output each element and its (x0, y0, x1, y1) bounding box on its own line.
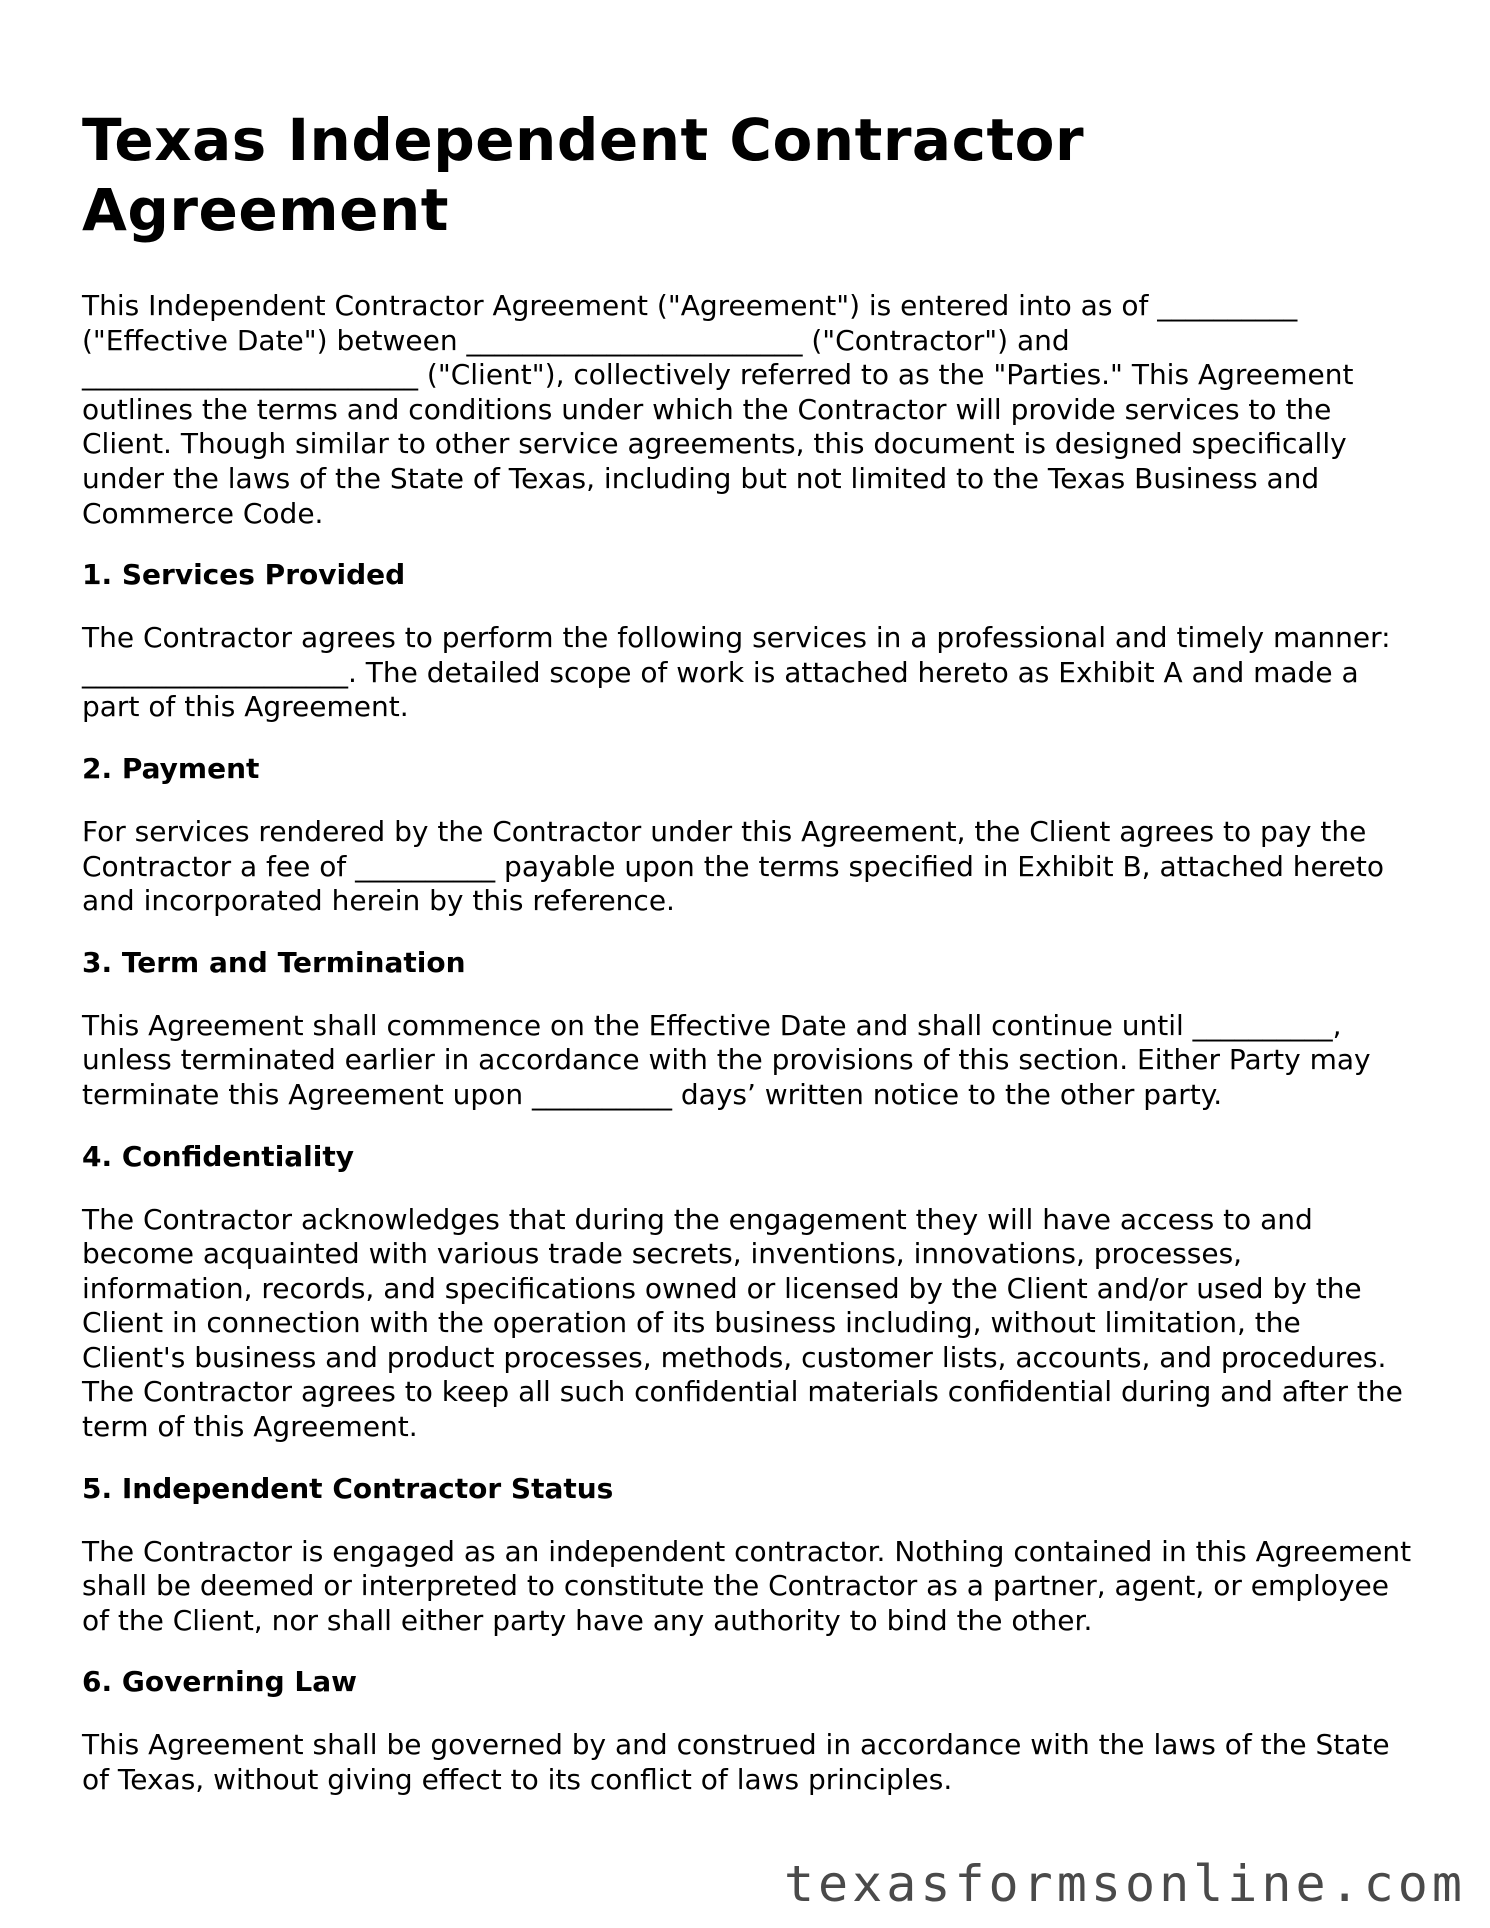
section-heading: 1. Services Provided (82, 558, 406, 592)
intro-paragraph: This Independent Contractor Agreement ("Agreement") is entered into as of __________ ("Effective Date") between ________________________ ("Contractor") and ________________________ ("Client"), collectively referred to as the "Parties." This Agreement outlines the terms and conditions under which the Contractor will provide services to the Client. Though similar to other service agreements, this document is designed specifically under the laws of the State of Texas, including but not limited to the Texas Business and Commerce Code. (82, 289, 1354, 530)
section-governing-law (82, 1665, 1412, 1797)
section-body: The Contractor is engaged as an independent contractor. Nothing contained in this Agreement shall be deemed or interpreted to constitute the Contractor as a partner, agent, or employee of the Client, nor shall either party have any authority to bind the other. (82, 1534, 1412, 1637)
section-payment (82, 752, 1412, 919)
section-body: The Contractor agrees to perform the following services in a professional and timely manner: ___________________. The detailed scope of work is attached hereto as Exhibit A and made a part of this Agreement. (82, 621, 1391, 724)
site-watermark: texasformsonline.com (783, 1855, 1466, 1913)
section-confidentiality (82, 1140, 1412, 1445)
section-body: The Contractor acknowledges that during the engagement they will have access to and become acquainted with various trade secrets, inventions, innovations, processes, information, records, and specifications owned or licensed by the Client and/or used by the Client in connection with the operation of its business including, without limitation, the Client's business and product processes, methods, customer lists, accounts, and procedures. The Contractor agrees to keep all such confidential materials confidential during and after the term of this Agreement. (82, 1202, 1403, 1444)
section-body: This Agreement shall commence on the Effective Date and shall continue until __________, unless terminated earlier in accordance with the provisions of this section. Either Party may terminate this Agreement upon __________ days’ written notice to the other party. (82, 1008, 1371, 1111)
section-services (82, 558, 1412, 725)
document-title: Texas Independent Contractor Agreement (82, 106, 1085, 244)
section-contractor-status (82, 1472, 1412, 1639)
section-term-termination (82, 946, 1412, 1113)
section-body: This Agreement shall be governed by and construed in accordance with the laws of the State of Texas, without giving effect to its conflict of laws principles. (82, 1728, 1390, 1797)
section-heading: 2. Payment (82, 751, 260, 785)
section-body: For services rendered by the Contractor under this Agreement, the Client agrees to pay the Contractor a fee of __________ payable upon the terms specified in Exhibit B, attached hereto and incorporated herein by this reference. (82, 814, 1384, 918)
section-heading: 3. Term and Termination (82, 945, 466, 979)
document-page (82, 105, 1412, 1798)
section-heading: 4. Confidentiality (82, 1139, 355, 1173)
section-heading: 5. Independent Contractor Status (82, 1471, 614, 1505)
section-heading: 6. Governing Law (82, 1665, 357, 1699)
